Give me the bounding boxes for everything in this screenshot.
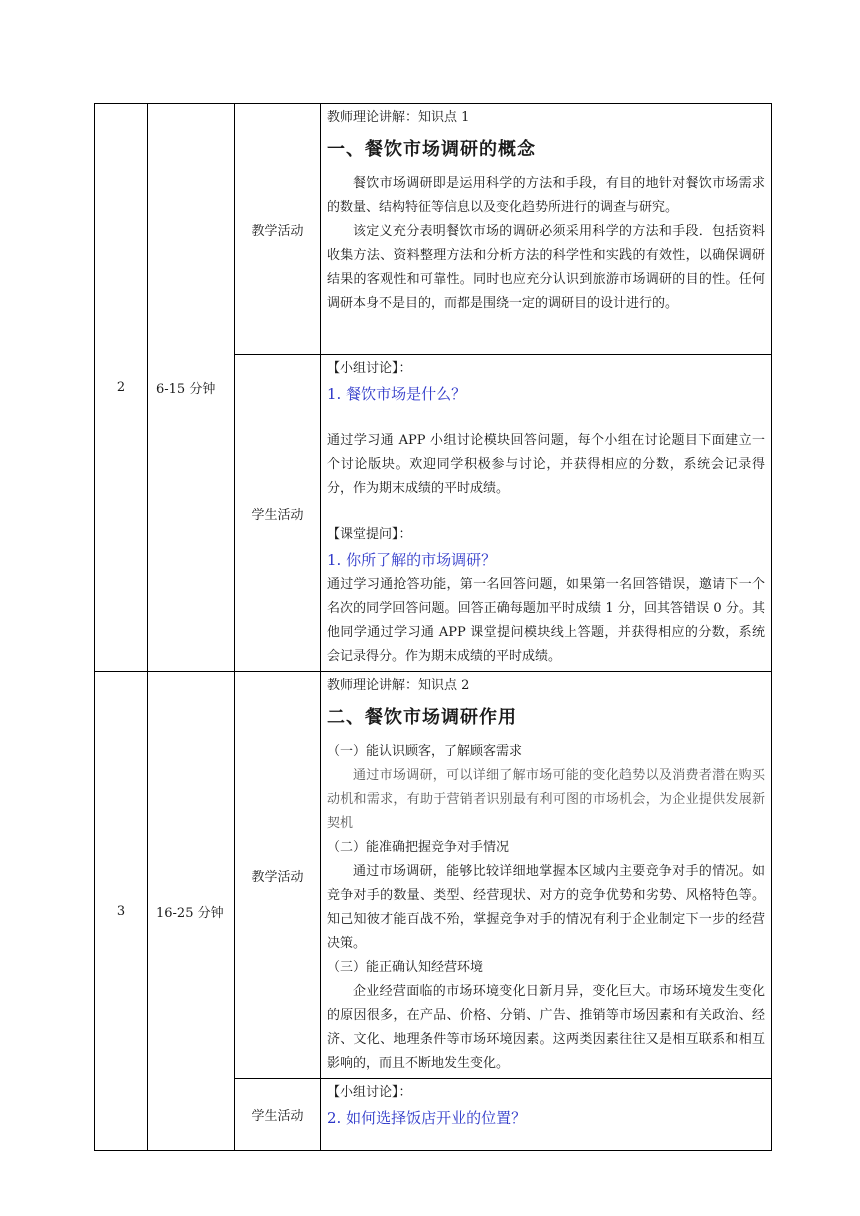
subsection-title: （三）能正确认知经营环境 bbox=[327, 960, 484, 975]
lesson-plan-table bbox=[94, 103, 772, 1151]
row-time: 16-25 分钟 bbox=[148, 672, 235, 1151]
question-instructions: 通过学习通抢答功能，第一名回答问题，如果第一名回答错误，邀请下一个名次的同学回答问题。回答正确每题加平时成绩 1 分，回其答错误 0 分。其他同学通过学习通 APP 课堂提问模块线上答题，并获得相应的分数，系统会记录得分。作为期末成绩的平时成绩。 bbox=[327, 577, 765, 664]
row-3-teacher bbox=[95, 672, 772, 1079]
paragraph: 企业经营面临的市场环境变化日新月异，变化巨大。市场环境发生变化的原因很多，在产品、价格、分销、广告、推销等市场因素和有关政治、经济、文化、地理条件等市场环境因素。这两类因素往往又是相互联系和相互影响的，而且不断地发生变化。 bbox=[327, 984, 765, 1071]
teacher-intro: 教师理论讲解：知识点 2 bbox=[327, 678, 470, 693]
teacher-content bbox=[321, 104, 772, 355]
activity-type: 学生活动 bbox=[235, 1079, 321, 1151]
paragraph: 餐饮市场调研即是运用科学的方法和手段，有目的地针对餐饮市场需求的数量、结构特征等信息以及变化趋势所进行的调查与研究。 bbox=[327, 176, 765, 215]
question-tag: 【课堂提问】： bbox=[327, 527, 412, 542]
section-heading: 一、餐饮市场调研的概念 bbox=[327, 139, 536, 160]
row-2-teacher bbox=[95, 104, 772, 355]
row-time: 6-15 分钟 bbox=[148, 104, 235, 672]
discussion-tag: 【小组讨论】： bbox=[327, 361, 412, 376]
teacher-content bbox=[321, 672, 772, 1079]
row-number: 3 bbox=[95, 672, 148, 1151]
subsection-title: （二）能准确把握竞争对手情况 bbox=[327, 840, 510, 855]
paragraph: 通过市场调研，可以详细了解市场可能的变化趋势以及消费者潜在购买动机和需求，有助于营销者识别最有利可图的市场机会，为企业提供发展新契机 bbox=[327, 768, 765, 831]
activity-type: 学生活动 bbox=[235, 355, 321, 672]
student-content bbox=[321, 1079, 772, 1151]
row-number: 2 bbox=[95, 104, 148, 672]
discussion-instructions: 通过学习通 APP 小组讨论模块回答问题，每个小组在讨论题目下面建立一个讨论版块。欢迎同学积极参与讨论，并获得相应的分数，系统会记录得分，作为期末成绩的平时成绩。 bbox=[327, 433, 765, 496]
teacher-intro: 教师理论讲解：知识点 1 bbox=[327, 110, 470, 125]
discussion-tag: 【小组讨论】： bbox=[327, 1085, 412, 1100]
activity-type: 教学活动 bbox=[235, 104, 321, 355]
paragraph: 该定义充分表明餐饮市场的调研必须采用科学的方法和手段．包括资料收集方法、资料整理方法和分析方法的科学性和实践的有效性，以确保调研结果的客观性和可靠性。同时也应充分认识到旅游市场调研的目的性。任何调研本身不是目的，而都是围绕一定的调研目的设计进行的。 bbox=[327, 224, 765, 311]
paragraph: 通过市场调研，能够比较详细地掌握本区域内主要竞争对手的情况。如竞争对手的数量、类型、经营现状、对方的竞争优势和劣势、风格特色等。知己知彼才能百战不殆，掌握竞争对手的情况有利于企业制定下一步的经营决策。 bbox=[327, 864, 765, 951]
subsection-title: （一）能认识顾客，了解顾客需求 bbox=[327, 744, 523, 759]
section-heading: 二、餐饮市场调研作用 bbox=[327, 707, 517, 728]
discussion-question: 2. 如何选择饭店开业的位置？ bbox=[327, 1109, 527, 1127]
discussion-question: 1. 餐饮市场是什么？ bbox=[327, 385, 467, 403]
class-question: 1. 你所了解的市场调研？ bbox=[327, 551, 497, 569]
student-content bbox=[321, 355, 772, 672]
activity-type: 教学活动 bbox=[235, 672, 321, 1079]
